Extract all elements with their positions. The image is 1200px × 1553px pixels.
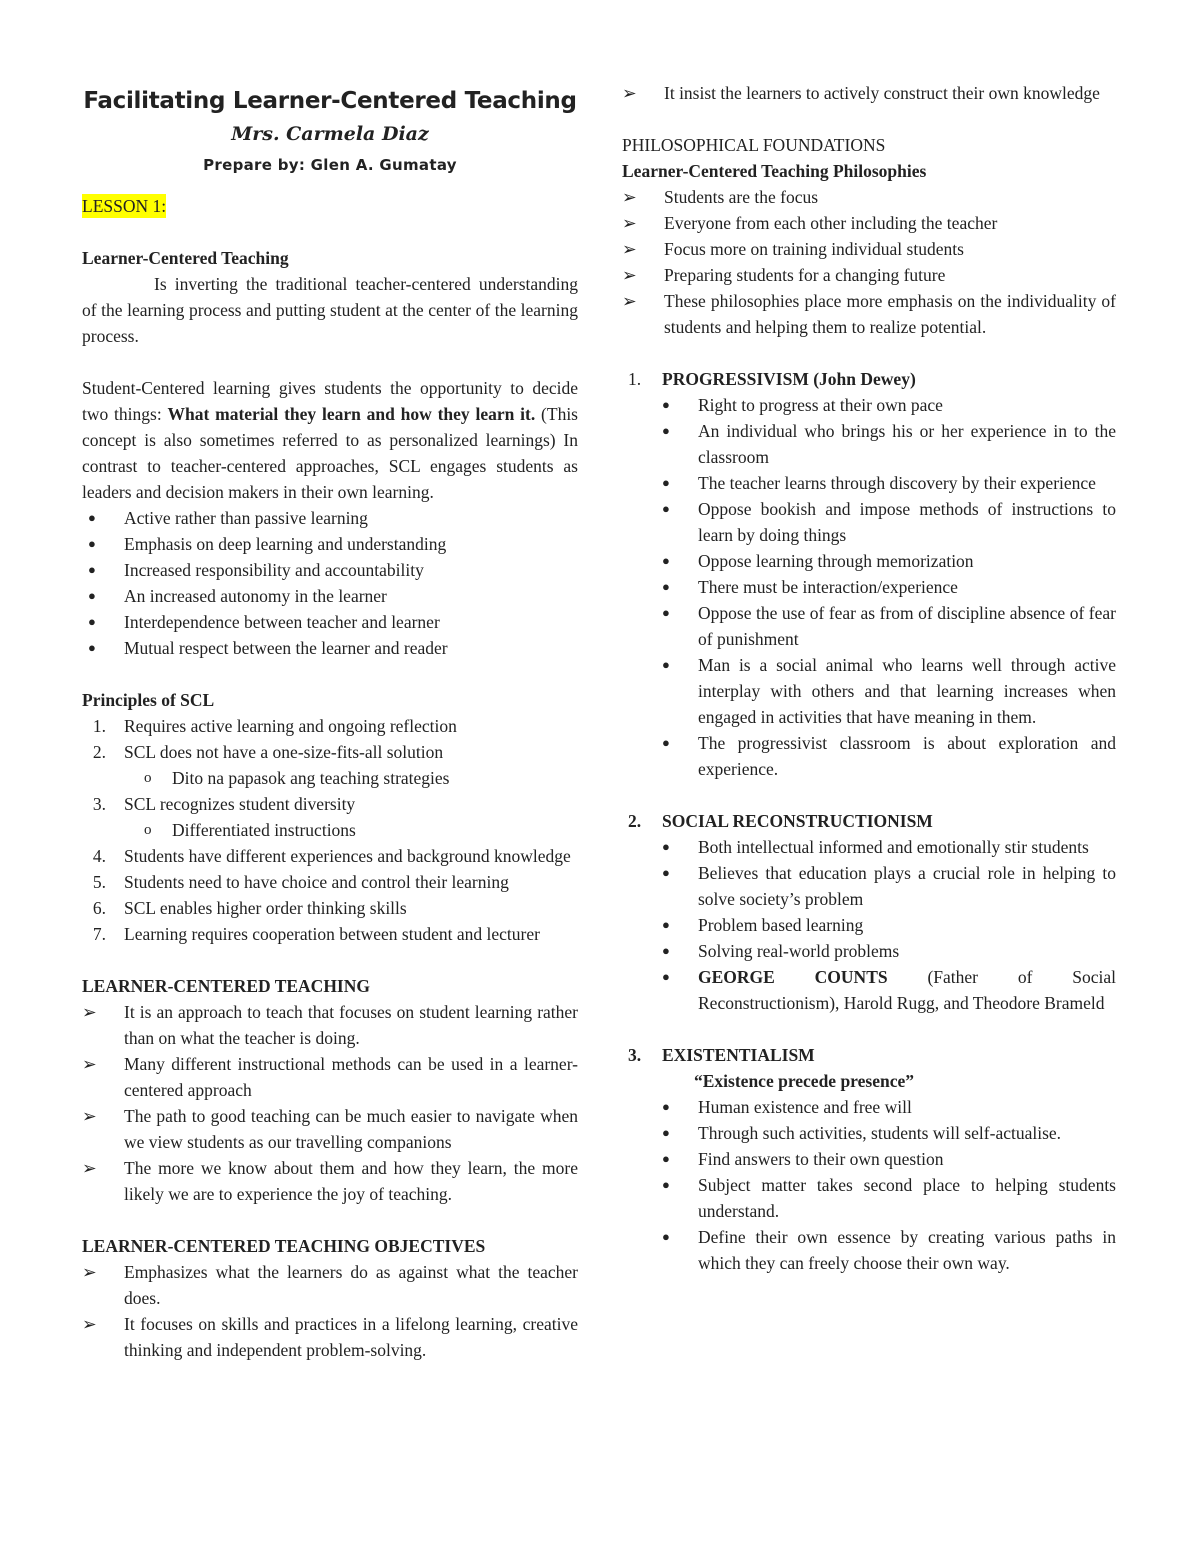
list-number: 5. [92,872,106,892]
list-item [622,860,1116,912]
list-item [622,470,1116,496]
bullet-icon: ● [662,969,670,984]
bullet-icon: ● [662,423,670,438]
text: Right to progress at their own pace [698,395,943,415]
existentialism-quote: “Existence precede presence” [694,1071,914,1091]
teacher-name: Mrs. Carmela Diaz [231,123,429,145]
principles-list [82,713,578,947]
text: Interdependence between teacher and learner [124,612,440,632]
arrow-bullet-icon: ➢ [82,1314,97,1334]
list-item [82,1311,578,1363]
list-item [82,999,578,1051]
list-number: 6. [92,898,106,918]
text: Oppose learning through memorization [698,551,974,571]
list-item [82,739,578,765]
sub-list-item [82,817,578,843]
arrow-bullet-icon: ➢ [82,1106,97,1126]
sub-list-item [82,765,578,791]
list-item [622,262,1116,288]
list-item [82,635,578,661]
text: GEORGE COUNTS [698,967,888,987]
text: Human existence and free will [698,1097,912,1117]
lesson-label: LESSON 1: [82,196,167,216]
arrow-bullet-icon: ➢ [82,1054,97,1074]
arrow-bullet-icon: ➢ [622,265,637,285]
arrow-bullet-icon: ➢ [622,213,637,233]
list-number: 7. [92,924,106,944]
bullet-icon: ● [662,397,670,412]
bullet-icon: ● [662,865,670,880]
text: Through such activities, students will self-actualise. [698,1123,1062,1143]
list-number: 4. [92,846,106,866]
bullet-icon: ● [662,501,670,516]
bullet-icon: ● [662,579,670,594]
bullet-icon: ● [88,562,96,577]
list-item [622,834,1116,860]
bullet-icon: ● [88,536,96,551]
text: Problem based learning [698,915,864,935]
section-heading-social [622,808,1116,834]
list-number: 3. [628,1045,642,1065]
text: Emphasis on deep learning and understanding [124,534,447,554]
text: (This concept is also sometimes referred to as personalized learnings) In contrast to teacher-centered approaches, SCL engages students as leaders and decision makers in their own learning. [82,404,578,502]
list-item [82,557,578,583]
scl-paragraph [82,375,578,505]
bullet-icon: ● [662,657,670,672]
list-item [622,392,1116,418]
text: Differentiated instructions [172,820,356,840]
text: Students are the focus [664,187,819,207]
list-item [622,600,1116,652]
objectives-list-continued [622,80,1116,106]
text: The progressivist classroom is about exploration and experience. [698,733,1116,779]
text: Student-Centered learning gives students the opportunity to decide two things: [82,378,578,424]
text: Requires active learning and ongoing reflection [124,716,457,736]
list-number: 3. [92,794,106,814]
text: It is an approach to teach that focuses on student learning rather than on what the teacher is doing. [124,1002,578,1048]
philosophies-list [622,184,1116,340]
text: The teacher learns through discovery by their experience [698,473,1096,493]
bullet-icon: ● [88,510,96,525]
list-item [622,184,1116,210]
text: Emphasizes what the learners do as against what the teacher does. [124,1262,578,1308]
text: There must be interaction/experience [698,577,958,597]
left-column [82,80,578,1363]
section-heading-philosophical: PHILOSOPHICAL FOUNDATIONS [622,135,886,155]
section-heading-lct: Learner-Centered Teaching [82,248,289,268]
list-item [82,921,578,947]
list-item [622,730,1116,782]
arrow-bullet-icon: ➢ [82,1158,97,1178]
text: Solving real-world problems [698,941,900,961]
arrow-bullet-icon: ➢ [622,83,637,103]
circle-bullet-icon: o [144,770,152,786]
text: Believes that education plays a crucial role in helping to solve society’s problem [698,863,1116,909]
prepared-by: Prepare by: Glen A. Gumatay [203,156,457,174]
text: SCL recognizes student diversity [124,794,356,814]
list-item [82,869,578,895]
text: The more we know about them and how they learn, the more likely we are to experience the joy of teaching. [124,1158,578,1204]
section-heading-lct-caps: LEARNER-CENTERED TEACHING [82,976,370,996]
bullet-icon: ● [662,839,670,854]
text: SOCIAL RECONSTRUCTIONISM [662,811,933,831]
list-item [82,583,578,609]
text: Students need to have choice and control their learning [124,872,509,892]
text: It focuses on skills and practices in a lifelong learning, creative thinking and independent problem-solving. [124,1314,578,1360]
list-item [622,1120,1116,1146]
philosophies-subheading: Learner-Centered Teaching Philosophies [622,161,927,181]
lct-definition: Is inverting the traditional teacher-centered understanding of the learning process and putting student at the center of the learning process. [82,274,578,346]
section-heading-objectives: LEARNER-CENTERED TEACHING OBJECTIVES [82,1236,486,1256]
lct-bullet-list [82,505,578,661]
list-item [82,505,578,531]
bullet-icon: ● [662,475,670,490]
social-list [622,834,1116,1016]
list-item [622,418,1116,470]
text: Many different instructional methods can be used in a learner-centered approach [124,1054,578,1100]
list-item [82,1155,578,1207]
section-heading-existentialism [622,1042,1116,1068]
bullet-icon: ● [662,605,670,620]
arrow-bullet-icon: ➢ [622,239,637,259]
list-number: 1. [628,369,642,389]
list-item [622,288,1116,340]
text: Find answers to their own question [698,1149,944,1169]
right-column [622,80,1116,1276]
section-heading-progressivism [622,366,1116,392]
list-item [82,791,578,817]
list-item [622,496,1116,548]
text: An individual who brings his or her experience in to the classroom [698,421,1116,467]
list-item [622,548,1116,574]
bullet-icon: ● [662,1125,670,1140]
list-item [82,1103,578,1155]
list-item [622,80,1116,106]
text: (Father of Social Reconstructionism), Harold Rugg, and Theodore Brameld [698,967,1117,1013]
bullet-icon: ● [662,735,670,750]
text: These philosophies place more emphasis on the individuality of students and helping them to realize potential. [664,291,1116,337]
list-item [622,912,1116,938]
list-item [622,1172,1116,1224]
text: SCL enables higher order thinking skills [124,898,407,918]
bullet-icon: ● [662,1177,670,1192]
text: It insist the learners to actively construct their own knowledge [664,83,1100,103]
text: EXISTENTIALISM [662,1045,815,1065]
objectives-list [82,1259,578,1363]
text: Oppose bookish and impose methods of instructions to learn by doing things [698,499,1116,545]
list-item [82,843,578,869]
list-number: 2. [92,742,106,762]
progressivism-list [622,392,1116,782]
list-item [82,1259,578,1311]
bullet-icon: ● [88,640,96,655]
text: Focus more on training individual students [664,239,964,259]
circle-bullet-icon: o [144,822,152,838]
bullet-icon: ● [662,1099,670,1114]
text: SCL does not have a one-size-fits-all solution [124,742,444,762]
text: Learning requires cooperation between student and lecturer [124,924,540,944]
lct-caps-list [82,999,578,1207]
list-number: 1. [92,716,106,736]
arrow-bullet-icon: ➢ [622,187,637,207]
list-item [82,1051,578,1103]
list-item [622,938,1116,964]
text: Dito na papasok ang teaching strategies [172,768,450,788]
list-item [622,652,1116,730]
text: Preparing students for a changing future [664,265,946,285]
scl-emphasis: What material they learn and how they learn it. [167,404,536,424]
list-item [622,210,1116,236]
bullet-icon: ● [88,614,96,629]
arrow-bullet-icon: ➢ [82,1262,97,1282]
text: Define their own essence by creating various paths in which they can freely choose their own way. [698,1227,1116,1273]
text: An increased autonomy in the learner [124,586,387,606]
section-heading-principles: Principles of SCL [82,690,215,710]
list-item [82,895,578,921]
text: The path to good teaching can be much easier to navigate when we view students as our travelling companions [124,1106,578,1152]
list-item [622,964,1116,1016]
text: Man is a social animal who learns well through active interplay with others and that learning increases when engaged in activities that have meaning in them. [698,655,1116,727]
list-number: 2. [628,811,642,831]
document-title: Facilitating Learner-Centered Teaching [83,88,577,114]
text: Oppose the use of fear as from of discipline absence of fear of punishment [698,603,1116,649]
list-item [622,574,1116,600]
bullet-icon: ● [662,943,670,958]
list-item [82,531,578,557]
list-item [82,713,578,739]
text: Students have different experiences and background knowledge [124,846,571,866]
list-item [622,1224,1116,1276]
text: Both intellectual informed and emotionally stir students [698,837,1089,857]
text: Mutual respect between the learner and reader [124,638,448,658]
arrow-bullet-icon: ➢ [82,1002,97,1022]
text: Increased responsibility and accountability [124,560,424,580]
bullet-icon: ● [662,1229,670,1244]
bullet-icon: ● [662,1151,670,1166]
bullet-icon: ● [662,917,670,932]
text: Subject matter takes second place to helping students understand. [698,1175,1116,1221]
list-item [622,1146,1116,1172]
existentialism-list [622,1094,1116,1276]
bullet-icon: ● [662,553,670,568]
list-item [622,1094,1116,1120]
text: Active rather than passive learning [124,508,368,528]
list-item [622,236,1116,262]
list-item [82,609,578,635]
arrow-bullet-icon: ➢ [622,291,637,311]
bullet-icon: ● [88,588,96,603]
text: Everyone from each other including the teacher [664,213,998,233]
text: PROGRESSIVISM (John Dewey) [662,369,916,389]
